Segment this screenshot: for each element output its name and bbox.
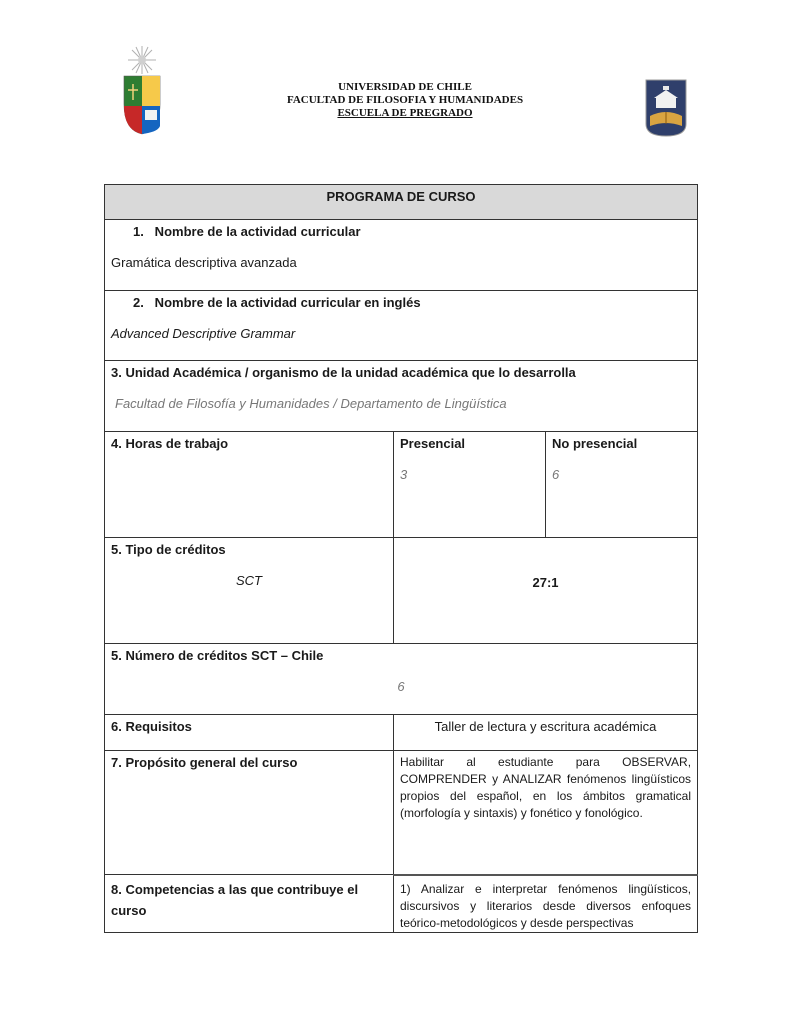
section-4-label: 4. Horas de trabajo xyxy=(111,436,229,451)
school-name: ESCUELA DE PREGRADO xyxy=(337,107,473,119)
course-name-value: Gramática descriptiva avanzada xyxy=(111,255,297,270)
section-8-label: 8. Competencias a las que contribuye el curso xyxy=(105,875,394,933)
university-name: UNIVERSIDAD DE CHILE xyxy=(338,81,472,93)
faculty-book-emblem-icon xyxy=(644,78,688,138)
section-4-label-cell xyxy=(105,432,394,538)
credit-ratio-value: 27:1 xyxy=(394,538,698,644)
credit-number-value: 6 xyxy=(397,679,405,694)
course-name-english-value: Advanced Descriptive Grammar xyxy=(111,326,296,341)
requirements-value: Taller de lectura y escritura académica xyxy=(394,715,698,751)
purpose-value: Habilitar al estudiante para OBSERVAR, COMPRENDER y ANALIZAR fenómenos lingüísticos propios del español, en los ámbitos gramatical (morfología y sintaxis) y fonético y fonológico. xyxy=(394,751,698,875)
section-5b-cell xyxy=(105,644,698,715)
university-coat-of-arms-icon xyxy=(116,44,168,136)
section-5-label-cell xyxy=(105,538,394,644)
academic-unit-value: Facultad de Filosofía y Humanidades / Departamento de Lingüística xyxy=(115,396,507,411)
document-header xyxy=(220,81,590,120)
section-2-label: 2. Nombre de la actividad curricular en inglés xyxy=(133,295,421,310)
section-3-cell xyxy=(105,361,698,432)
no-presencial-cell xyxy=(546,432,698,538)
section-1-cell xyxy=(105,220,698,291)
no-presencial-value: 6 xyxy=(552,467,560,482)
no-presencial-label: No presencial xyxy=(552,436,638,451)
program-title: PROGRAMA DE CURSO xyxy=(105,185,698,220)
faculty-name: FACULTAD DE FILOSOFIA Y HUMANIDADES xyxy=(286,94,524,106)
credit-type-value: SCT xyxy=(236,573,262,588)
section-7-label: 7. Propósito general del curso xyxy=(105,751,394,875)
presencial-label: Presencial xyxy=(400,436,466,451)
section-6-label: 6. Requisitos xyxy=(105,715,394,751)
section-5-label: 5. Tipo de créditos xyxy=(111,542,226,557)
section-2-cell xyxy=(105,291,698,361)
presencial-cell xyxy=(394,432,546,538)
section-3-label: 3. Unidad Académica / organismo de la unidad académica que lo desarrolla xyxy=(111,365,576,380)
presencial-value: 3 xyxy=(400,467,408,482)
section-1-label: 1. Nombre de la actividad curricular xyxy=(133,224,361,239)
section-5b-label: 5. Número de créditos SCT – Chile xyxy=(111,648,324,663)
course-program-table xyxy=(104,184,698,933)
competencies-value: 1) Analizar e interpretar fenómenos lingüísticos, discursivos y literarios desde diversos enfoques teórico-metodológicos y desde perspectivas xyxy=(394,875,698,933)
